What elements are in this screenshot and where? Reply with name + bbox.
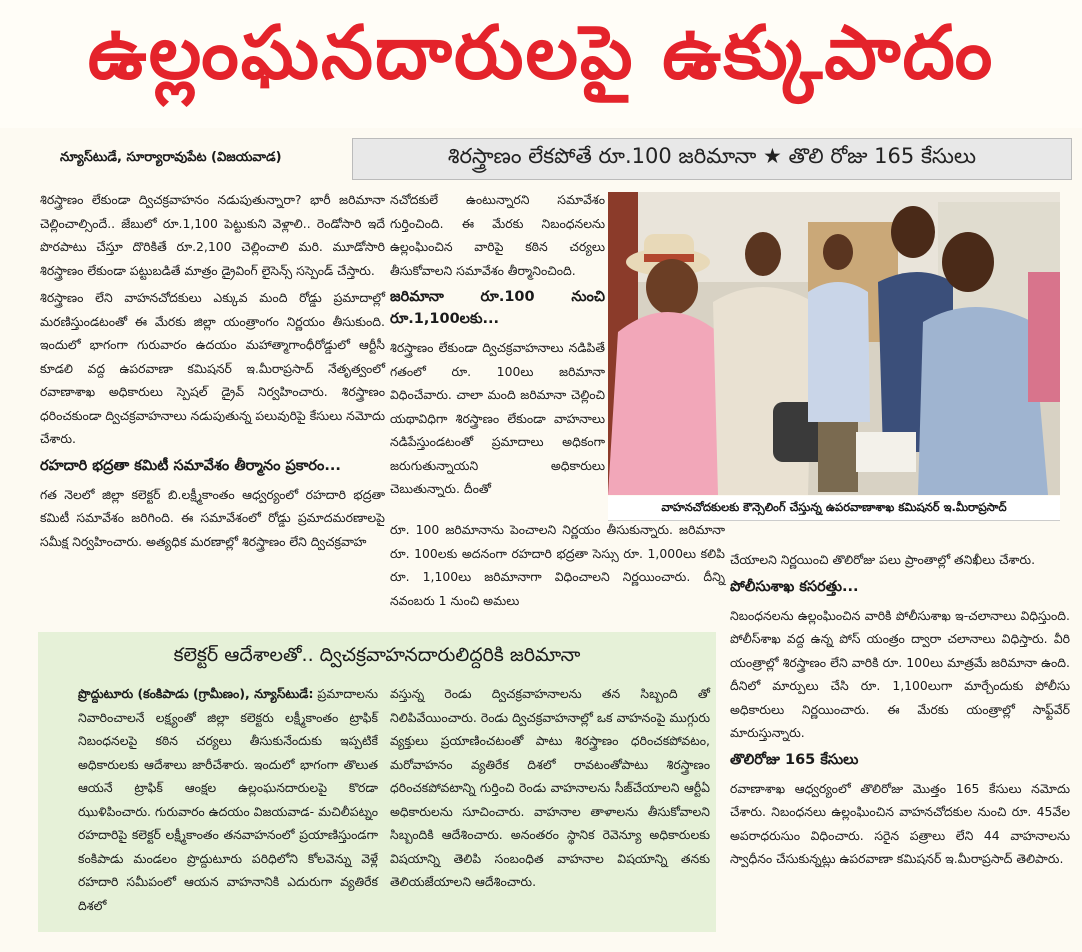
- paragraph: శిరస్త్రాణం లేని వాహనచోదకులు ఎక్కువ మంది రోడ్డు ప్రమాదాల్లో మరణిస్తుండటంతో ఈ మేరకు జిల్లా యంత్రాంగం నిర్ణయం తీసుకుంది. ఇందులో భాగంగా గురువారం ఉదయం మహాత్మాగాంధీరోడ్డులో ఆర్టీసీ కూడలి వద్ద ఉపరవాణా కమిషనర్ ఇ.మీరాప్రసాద్ నేతృత్వంలో రవాణాశాఖ అధికారులు స్పెషల్ డ్రైవ్ నిర్వహించారు. శిరస్త్రాణం ధరించకుండా ద్విచక్రవాహనాలు నడుపుతున్న పలువురిపై కేసులు నమోదు చేశారు.: [40, 290, 385, 446]
- box-title: కలెక్టర్ ఆదేశాలతో.. ద్విచక్రవాహనదారులిద్దరికి జరిమానా: [173, 644, 581, 666]
- paragraph: చేయాలని నిర్ణయించి తొలిరోజు పలు ప్రాంతాల్లో తనిఖీలు చేశారు.: [730, 552, 1036, 567]
- paragraph: శిరస్త్రాణం లేకుండా ద్విచక్రవాహనం నడుపుతున్నారా? భారీ జరిమానా చెల్లించాల్సిందే.. జేబులో రూ.1,100 పెట్టుకుని వెళ్లాలి.. రెండోసారి ఇదే పొరపాటు చేస్తూ దొరికితే రూ.2,100 చెల్లించాలి మరి. మూడోసారి శిరస్త్రాణం లేకుండా పట్టుబడితే మాత్రం డ్రైవింగ్ లైసెన్స్ సస్పెండ్ చేస్తారు.: [40, 192, 385, 278]
- box-column-1: [78, 682, 378, 917]
- column-2: [390, 188, 605, 505]
- column-1: [40, 188, 385, 557]
- paragraph: ప్రమాదాలను నివారించాలనే లక్ష్యంతో జిల్లా కలెక్టరు లక్ష్మీకాంతం ట్రాఫిక్ నిబంధనలపై కఠిన చర్యలు తీసుకునేందుకు ఇప్పటికే అధికారులకు ఆదేశాలు జారీచేశారు. ఇందులో భాగంగా తొలుత ఆయనే ట్రాఫిక్ ఆంక్షల ఉల్లంఘనదారులపై కొరడా ఝుళిపించారు. గురువారం ఉదయం విజయవాడ- మచిలీపట్నం రహదారిపై కలెక్టర్ లక్ష్మీకాంతం తనవాహనంలో ప్రయాణిస్తుండగా కంకిపాడు మండలం ప్రొద్దుటూరు పరిధిలోని కోలవెన్ను వెళ్లే రహదారి సమీపంలో ఆయన వాహనానికి ఎదురుగా వ్యతిరేక దిశలో: [78, 686, 378, 913]
- sidebar-box: [38, 632, 716, 932]
- column-3: [730, 548, 1070, 875]
- paragraph: శిరస్త్రాణం లేకుండా ద్విచక్రవాహనాలు నడిపితే గతంలో రూ. 100లు జరిమానా విధించేవారు. చాలా మంది జరిమానా చెల్లించి యథావిధిగా శిరస్త్రాణం లేకుండా వాహనాలు నడిపేస్తుండటంతో ప్రమాదాలు అధికంగా జరుగుతున్నాయని అధికారులు చెబుతున్నారు. దీంతో: [390, 340, 605, 496]
- paragraph: గత నెలలో జిల్లా కలెక్టర్ బి.లక్ష్మీకాంతం ఆధ్వర్యంలో రహదారి భద్రతా కమిటీ సమావేశం జరిగింది. ఈ సమావేశంలో రోడ్డు ప్రమాదమరణాలపై సమీక్ష నిర్వహించారు. అత్యధిక మరణాల్లో శిరస్త్రాణం లేని ద్విచక్రవాహ: [40, 486, 385, 549]
- news-photo: [608, 192, 1060, 495]
- paragraph: రవాణాశాఖ ఆధ్వర్యంలో తొలిరోజు మొత్తం 165 కేసులు నమోదు చేశారు. నిబంధనలు ఉల్లంఘించిన వాహనచోదకుల నుంచి రూ. 45వేల అపరాధరుసుం విధించారు. సరైన పత్రాలు లేని 44 వాహనాలను స్వాధీనం చేసుకున్నట్లు ఉపరవాణా కమిషనర్ ఇ.మీరాప్రసాద్ తెలిపారు.: [730, 780, 1070, 866]
- photo-illustration: [608, 192, 1060, 495]
- headline-banner: [0, 0, 1082, 128]
- paragraph: నచోదకులే ఉంటున్నారని సమావేశం గుర్తించింది. ఈ మేరకు నిబంధనలను ఉల్లంఘించిన వారిపై కఠిన చర్యలు తీసుకోవాలని సమావేశం తీర్మానించింది.: [390, 192, 605, 278]
- subheadline: శిరస్త్రాణం లేకపోతే రూ.100 జరిమానా ★ తొలి రోజు 165 కేసులు: [447, 144, 977, 168]
- section-heading: రహదారి భద్రతా కమిటీ సమావేశం తీర్మానం ప్రకారం...: [40, 457, 341, 474]
- paragraph: నిబంధనలను ఉల్లంఘించిన వారికి పోలీసుశాఖ ఇ-చలానాలు విధిస్తుంది. పోలీస్‌శాఖ వద్ద ఉన్న పోస్ యంత్రం ద్వారా చలానాలు విధిస్తారు. వీరి యంత్రాల్లో శిరస్త్రాణం లేని వారికి రూ. 100లు మాత్రమే జరిమానా ఉంది. దీనిలో మార్పులు చేసి రూ. 1,100లుగా మార్చేందుకు పోలీసు అధికారులు నిర్ణయించారు. ఈ మేరకు యంత్రాల్లో సాఫ్ట్‌వేర్ మారుస్తున్నారు.: [730, 607, 1070, 740]
- section-heading: తొలిరోజు 165 కేసులు: [730, 751, 859, 768]
- subheadline-box: [352, 138, 1072, 180]
- column-2-continued: రూ. 100 జరిమానాను పెంచాలని నిర్ణయం తీసుకున్నారు. జరిమానా రూ. 100లకు అదనంగా రహదారి భద్రతా సెస్సు రూ. 1,000లు కలిపి రూ. 1,100లు జరిమానాగా విధించాలని నిర్ణయించారు. దీన్ని నవంబరు 1 నుంచి అమలు: [390, 522, 725, 608]
- section-heading: జరిమానా రూ.100 నుంచి రూ.1,100లకు...: [390, 289, 605, 327]
- box-dateline: ప్రొద్దుటూరు (కంకిపాడు (గ్రామీణం), న్యూస్‌టుడే:: [78, 686, 314, 701]
- box-column-2: వస్తున్న రెండు ద్విచక్రవాహనాలను తన సిబ్బంది తో నిలిపివేయించారు. రెండు ద్విచక్రవాహనాల్లో ఒక వాహనంపై ముగ్గురు వ్యక్తులు ప్రయాణించటంతో పాటు శిరస్త్రాణం ధరించకపోవటం, మరోవాహనం వ్యతిరేక దిశలో రావటంతోపాటు శిరస్త్రాణం ధరించకపోవటాన్ని గుర్తించి రెండు వాహనాలను సీజ్‌చేయాలని ఆర్టీఏ అధికారులను సూచించారు. వాహనాల తాళాలను తీసుకోవాలని సిబ్బందికి ఆదేశించారు. అనంతరం స్థానిక రెవెన్యూ అధికారులకు విషయాన్ని తెలిపి సంబంధిత వాహనాల విషయాన్ని తనకు తెలియజేయాలని ఆదేశించారు.: [390, 686, 710, 889]
- photo-caption: వాహనచోదకులకు కౌన్సెలింగ్ చేస్తున్న ఉపరవాణాశాఖ కమిషనర్ ఇ.మీరాప్రసాద్: [608, 496, 1060, 521]
- headline: ఉల్లంఘనదారులపై ఉక్కుపాదం: [87, 10, 995, 96]
- dateline: న్యూస్‌టుడే, సూర్యారావుపేట (విజయవాడ): [60, 150, 282, 165]
- section-heading: పోలీసుశాఖ కసరత్తు...: [730, 578, 859, 595]
